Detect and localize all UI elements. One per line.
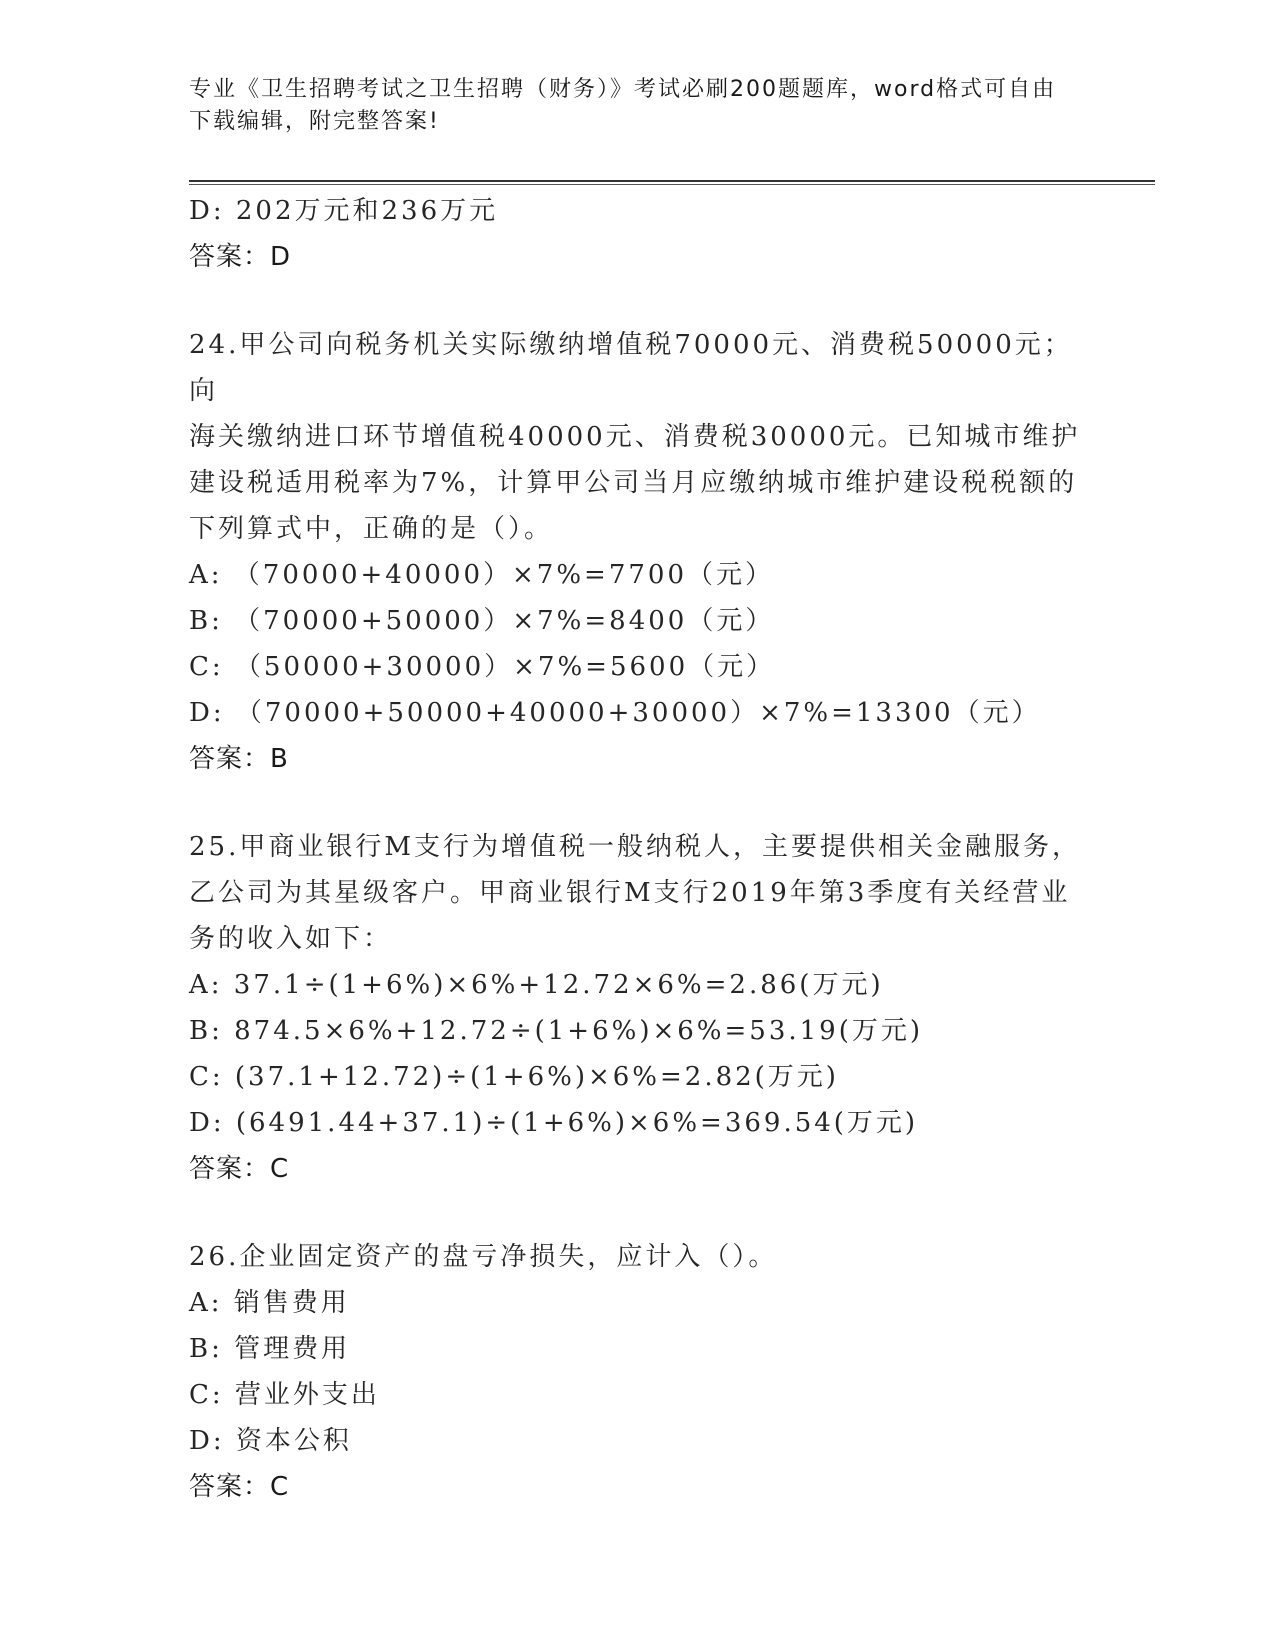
document-body (189, 188, 1089, 1510)
previous-question-tail (189, 188, 1089, 280)
question-text-line: 海关缴纳进口环节增值税40000元、消费税30000元。已知城市维护 (189, 422, 1081, 452)
question-text-line: 乙公司为其星级客户。甲商业银行M支行2019年第3季度有关经营业 (189, 878, 1071, 908)
spacer (189, 1192, 1089, 1234)
spacer (189, 280, 1089, 322)
option-c: C: 营业外支出 (189, 1380, 380, 1410)
option-d: D: 资本公积 (189, 1426, 352, 1456)
answer-line: 答案：B (189, 744, 289, 774)
option-a: A: （70000+40000）×7%=7700（元） (189, 560, 774, 590)
question-text-line: 建设税适用税率为7%，计算甲公司当月应缴纳城市维护建设税税额的 (189, 468, 1078, 498)
option-d: D: 202万元和236万元 (189, 196, 499, 226)
option-b: B: 874.5×6%+12.72÷(1+6%)×6%=53.19(万元) (189, 1016, 923, 1046)
header-divider-thick (189, 180, 1155, 182)
answer-line: 答案：C (189, 1472, 290, 1502)
document-header: 专业《卫生招聘考试之卫生招聘（财务）》考试必刷200题题库，word格式可自由下载编辑，附完整答案! (189, 77, 1057, 134)
question-text-line: 26.企业固定资产的盘亏净损失，应计入（）。 (189, 1242, 778, 1272)
question-text-line: 25.甲商业银行M支行为增值税一般纳税人，主要提供相关金融服务， (189, 832, 1081, 862)
question-text-line: 务的收入如下： (189, 924, 393, 954)
question-text-line: 下列算式中，正确的是（）。 (189, 514, 554, 544)
question-24 (189, 322, 1089, 782)
option-b: B: 管理费用 (189, 1334, 351, 1364)
option-c: C: （50000+30000）×7%=5600（元） (189, 652, 776, 682)
option-b: B: （70000+50000）×7%=8400（元） (189, 606, 775, 636)
option-d: D: （70000+50000+40000+30000）×7%=13300（元） (189, 698, 1041, 728)
question-text-line: 24.甲公司向税务机关实际缴纳增值税70000元、消费税50000元；向 (189, 330, 1073, 406)
answer-line: 答案：C (189, 1154, 290, 1184)
question-25 (189, 824, 1089, 1192)
option-c: C: (37.1+12.72)÷(1+6%)×6%=2.82(万元) (189, 1062, 839, 1092)
option-d: D: (6491.44+37.1)÷(1+6%)×6%=369.54(万元) (189, 1108, 919, 1138)
answer-line: 答案：D (189, 242, 292, 272)
question-26 (189, 1234, 1089, 1510)
spacer (189, 782, 1089, 824)
option-a: A: 销售费用 (189, 1288, 350, 1318)
option-a: A: 37.1÷(1+6%)×6%+12.72×6%=2.86(万元) (189, 970, 884, 1000)
header-divider-thin (189, 184, 1155, 185)
